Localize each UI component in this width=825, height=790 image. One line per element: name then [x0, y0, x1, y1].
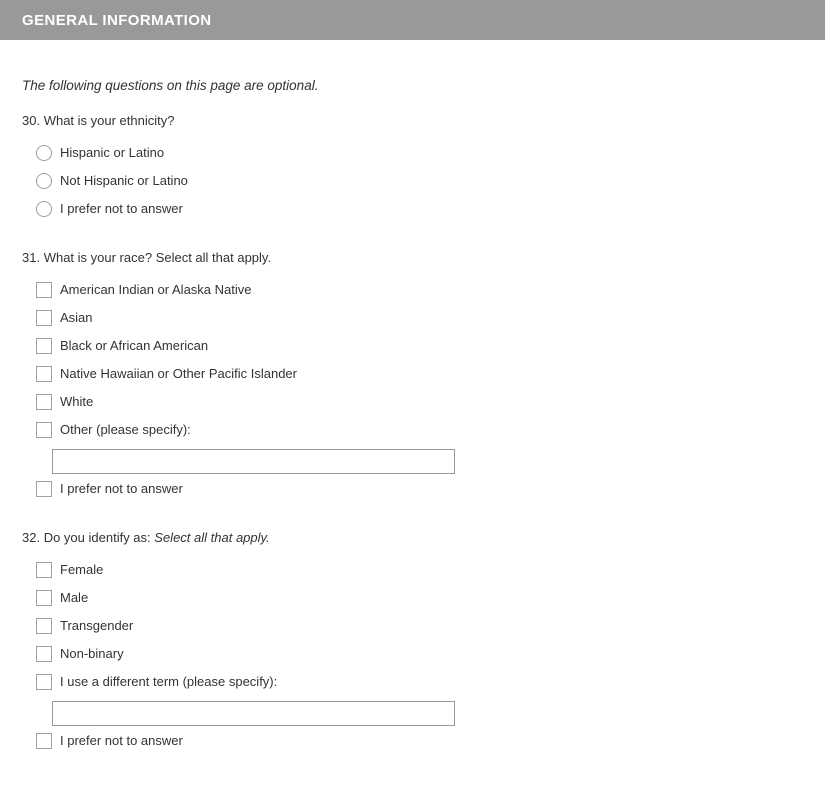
option-row — [36, 421, 803, 439]
option-label[interactable]: Transgender — [60, 618, 134, 633]
option-label[interactable]: Black or African American — [60, 338, 209, 353]
checkbox-american-indian-or-alaska-native[interactable] — [36, 282, 52, 298]
question-31-options — [36, 281, 803, 498]
checkbox-white[interactable] — [36, 394, 52, 410]
radio-hispanic-or-latino[interactable] — [36, 145, 52, 161]
survey-content — [0, 78, 825, 790]
section-header — [0, 0, 825, 40]
option-label[interactable]: Not Hispanic or Latino — [60, 173, 188, 188]
option-row — [36, 480, 803, 498]
option-row — [36, 200, 803, 218]
option-label[interactable]: I prefer not to answer — [60, 481, 183, 496]
question-30 — [22, 113, 803, 218]
option-row — [36, 561, 803, 579]
option-row — [36, 281, 803, 299]
option-row — [36, 365, 803, 383]
checkbox-male[interactable] — [36, 590, 52, 606]
option-row — [36, 589, 803, 607]
option-label[interactable]: Other (please specify): — [60, 422, 191, 437]
option-row — [36, 645, 803, 663]
radio-prefer-not-to-answer-ethnicity[interactable] — [36, 201, 52, 217]
option-row — [36, 617, 803, 635]
question-31-text: What is your race? Select all that apply. — [43, 250, 272, 265]
question-30-number: 30. — [22, 113, 41, 128]
question-30-options — [36, 144, 803, 218]
checkbox-female[interactable] — [36, 562, 52, 578]
option-label[interactable]: Asian — [60, 310, 93, 325]
option-row — [36, 309, 803, 327]
option-label[interactable]: White — [60, 394, 94, 409]
option-label[interactable]: Hispanic or Latino — [60, 145, 165, 160]
option-row — [36, 673, 803, 691]
option-label[interactable]: Native Hawaiian or Other Pacific Islander — [60, 366, 297, 381]
option-row — [36, 144, 803, 162]
question-31 — [22, 250, 803, 498]
checkbox-different-term[interactable] — [36, 674, 52, 690]
checkbox-prefer-not-to-answer-race[interactable] — [36, 481, 52, 497]
different-term-specify-input[interactable] — [52, 701, 455, 726]
optional-note: The following questions on this page are optional. — [22, 78, 319, 93]
question-32-number: 32. — [22, 530, 41, 545]
question-30-label — [22, 113, 803, 128]
checkbox-non-binary[interactable] — [36, 646, 52, 662]
option-row — [36, 732, 803, 750]
option-label[interactable]: I prefer not to answer — [60, 201, 183, 216]
option-label[interactable]: I use a different term (please specify): — [60, 674, 278, 689]
option-label[interactable]: I prefer not to answer — [60, 733, 183, 748]
question-31-label — [22, 250, 803, 265]
checkbox-black-or-african-american[interactable] — [36, 338, 52, 354]
option-row — [36, 337, 803, 355]
radio-not-hispanic-or-latino[interactable] — [36, 173, 52, 189]
option-label[interactable]: American Indian or Alaska Native — [60, 282, 252, 297]
option-label[interactable]: Female — [60, 562, 104, 577]
option-row — [36, 393, 803, 411]
option-label[interactable]: Male — [60, 590, 89, 605]
checkbox-native-hawaiian-or-pacific-islander[interactable] — [36, 366, 52, 382]
other-race-specify-input[interactable] — [52, 449, 455, 474]
option-label[interactable]: Non-binary — [60, 646, 124, 661]
question-32-text-italic: Select all that apply. — [154, 530, 270, 545]
checkbox-prefer-not-to-answer-identity[interactable] — [36, 733, 52, 749]
question-32-text: Do you identify as: — [43, 530, 151, 545]
checkbox-other-race[interactable] — [36, 422, 52, 438]
checkbox-asian[interactable] — [36, 310, 52, 326]
question-30-text: What is your ethnicity? — [43, 113, 175, 128]
question-32 — [22, 530, 803, 750]
question-32-label — [22, 530, 803, 545]
option-row — [36, 172, 803, 190]
checkbox-transgender[interactable] — [36, 618, 52, 634]
section-title: GENERAL INFORMATION — [22, 11, 212, 29]
question-32-options — [36, 561, 803, 750]
question-31-number: 31. — [22, 250, 41, 265]
